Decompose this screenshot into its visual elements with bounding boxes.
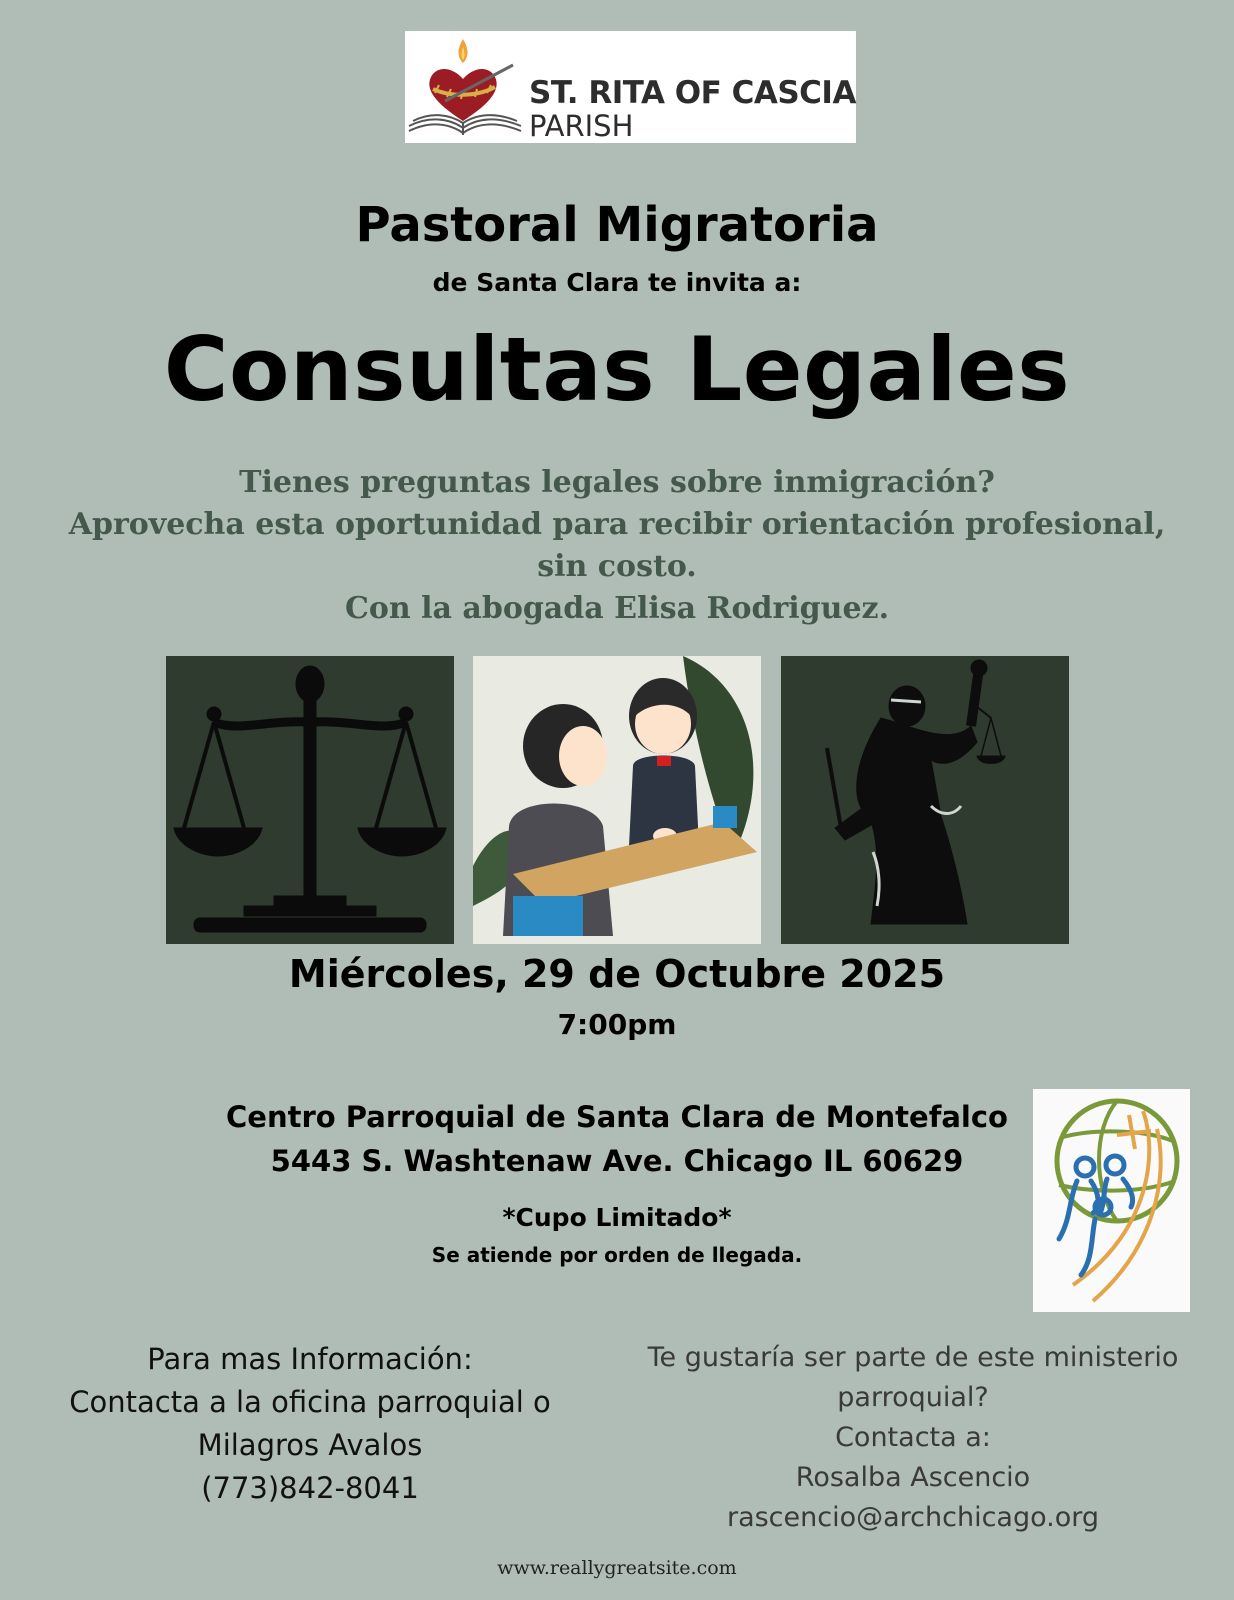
ministry-logo [1033,1089,1190,1312]
contact-email[interactable]: rascencio@archchicago.org [726,1502,1100,1533]
event-time: 7:00pm [557,1008,677,1041]
contact-text: Contacta a la oficina parroquial o [69,1385,551,1419]
parish-name-line1: ST. RITA OF CASCIA [529,75,856,111]
venue-address: 5443 S. Washtenaw Ave. Chicago IL 60629 [270,1144,964,1178]
contact-phone[interactable]: (773)842-8041 [201,1471,419,1505]
capacity-note: *Cupo Limitado* [502,1203,732,1232]
event-description [40,462,1194,630]
contact-heading: Para mas Información: [147,1342,473,1376]
contact-name: Rosalba Ascencio [795,1462,1031,1493]
consultation-panel [473,656,761,944]
consultation-illustration [473,656,761,944]
event-headline: Consultas Legales [163,318,1071,421]
description-line: sin costo. [537,549,697,584]
venue-name: Centro Parroquial de Santa Clara de Montefalco [226,1100,1008,1134]
parish-logo [405,31,856,143]
lady-justice-icon [781,656,1069,944]
scales-panel [166,656,454,944]
scales-of-justice-icon [166,656,454,944]
lady-justice-panel [781,656,1069,944]
description-line: Aprovecha esta oportunidad para recibir orientación profesional, [68,507,1166,542]
contact-label: Contacta a: [835,1422,991,1453]
parish-name-line2: PARISH [529,109,634,143]
event-date: Miércoles, 29 de Octubre 2025 [288,952,946,996]
contact-info-right [630,1338,1196,1538]
contact-info-left [40,1338,580,1510]
page-subtitle: de Santa Clara te invita a: [432,268,802,297]
page-title: Pastoral Migratoria [355,197,879,253]
sacred-heart-icon [405,31,529,143]
description-line: Con la abogada Elisa Rodriguez. [344,591,890,626]
globe-family-icon [1033,1089,1190,1312]
contact-name: Milagros Avalos [197,1428,423,1462]
ministry-question: Te gustaría ser parte de este ministerio [647,1342,1179,1373]
ministry-question-cont: parroquial? [837,1382,989,1413]
website-link[interactable]: www.reallygreatsite.com [497,1557,737,1579]
arrival-note: Se atiende por orden de llegada. [431,1243,803,1267]
description-line: Tienes preguntas legales sobre inmigración? [239,465,995,500]
